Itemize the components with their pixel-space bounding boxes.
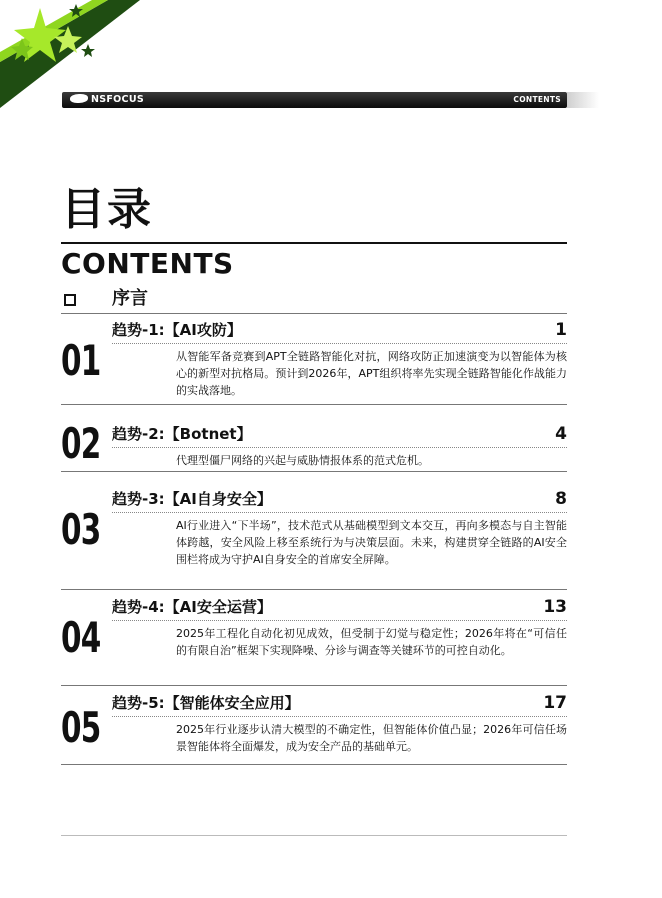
section-description: 2025年工程化自动化初见成效，但受制于幻觉与稳定性；2026年将在“可信任的有限自治”框架下实现降噪、分诊与调查等关键环节的可控自动化。 — [176, 627, 567, 657]
toc-section[interactable] — [61, 320, 567, 405]
header-contents-label: CONTENTS — [513, 95, 561, 104]
divider — [61, 589, 567, 590]
divider — [61, 313, 567, 314]
section-description: AI行业进入“下半场”，技术范式从基础模型到文本交互，再向多模态与自主智能体跨越，安全风险上移至系统行为与决策层面。未来，构建贯穿全链路的AI安全围栏将成为守护AI自身安全的首席安全屏障。 — [176, 519, 567, 566]
section-number: 02 — [61, 419, 101, 468]
title-divider — [61, 242, 567, 244]
divider — [61, 685, 567, 686]
brand-logo — [70, 92, 144, 108]
section-number: 04 — [61, 613, 101, 662]
section-heading[interactable]: 趋势-1:【AI攻防】 — [112, 321, 242, 339]
dotted-leader — [112, 343, 567, 344]
section-number: 05 — [61, 703, 101, 752]
brand-name: NSFOCUS — [91, 94, 144, 105]
section-page-number: 8 — [555, 489, 567, 509]
section-description: 从智能军备竞赛到APT全链路智能化对抗，网络攻防正加速演变为以智能体为核心的新型对抗格局。预计到2026年，APT组织将率先实现全链路智能化作战能力的实战落地。 — [176, 350, 567, 397]
divider — [61, 471, 567, 472]
header-bar-fade — [567, 92, 599, 108]
section-description: 代理型僵尸网络的兴起与威胁情报体系的范式危机。 — [176, 454, 429, 467]
page-subtitle: CONTENTS — [61, 247, 234, 280]
section-heading[interactable]: 趋势-2:【Botnet】 — [112, 425, 252, 443]
toc-section[interactable] — [61, 693, 567, 765]
section-heading[interactable]: 趋势-5:【智能体安全应用】 — [112, 694, 300, 712]
divider — [61, 404, 567, 405]
dotted-leader — [112, 512, 567, 513]
toc-section[interactable] — [61, 489, 567, 573]
section-page-number: 1 — [555, 320, 567, 340]
toc-entry-preface[interactable]: 序言 — [112, 288, 148, 309]
dotted-leader — [112, 447, 567, 448]
section-page-number: 17 — [543, 693, 567, 713]
square-bullet-icon — [64, 294, 76, 306]
section-description: 2025年行业逐步认清大模型的不确定性，但智能体价值凸显；2026年可信任场景智能体将全面爆发，成为安全产品的基础单元。 — [176, 723, 567, 753]
toc-section[interactable] — [61, 419, 567, 472]
section-number: 03 — [61, 505, 101, 554]
dotted-leader — [112, 620, 567, 621]
section-page-number: 4 — [555, 424, 567, 444]
section-heading[interactable]: 趋势-3:【AI自身安全】 — [112, 490, 272, 508]
brand-logo-icon — [70, 94, 88, 103]
header-bar — [62, 92, 567, 108]
divider — [61, 764, 567, 765]
section-page-number: 13 — [543, 597, 567, 617]
toc-section[interactable] — [61, 597, 567, 683]
section-number: 01 — [61, 336, 101, 385]
dotted-leader — [112, 716, 567, 717]
section-heading[interactable]: 趋势-4:【AI安全运营】 — [112, 598, 272, 616]
footer-divider — [61, 835, 567, 836]
page-title: 目录 — [61, 184, 153, 235]
